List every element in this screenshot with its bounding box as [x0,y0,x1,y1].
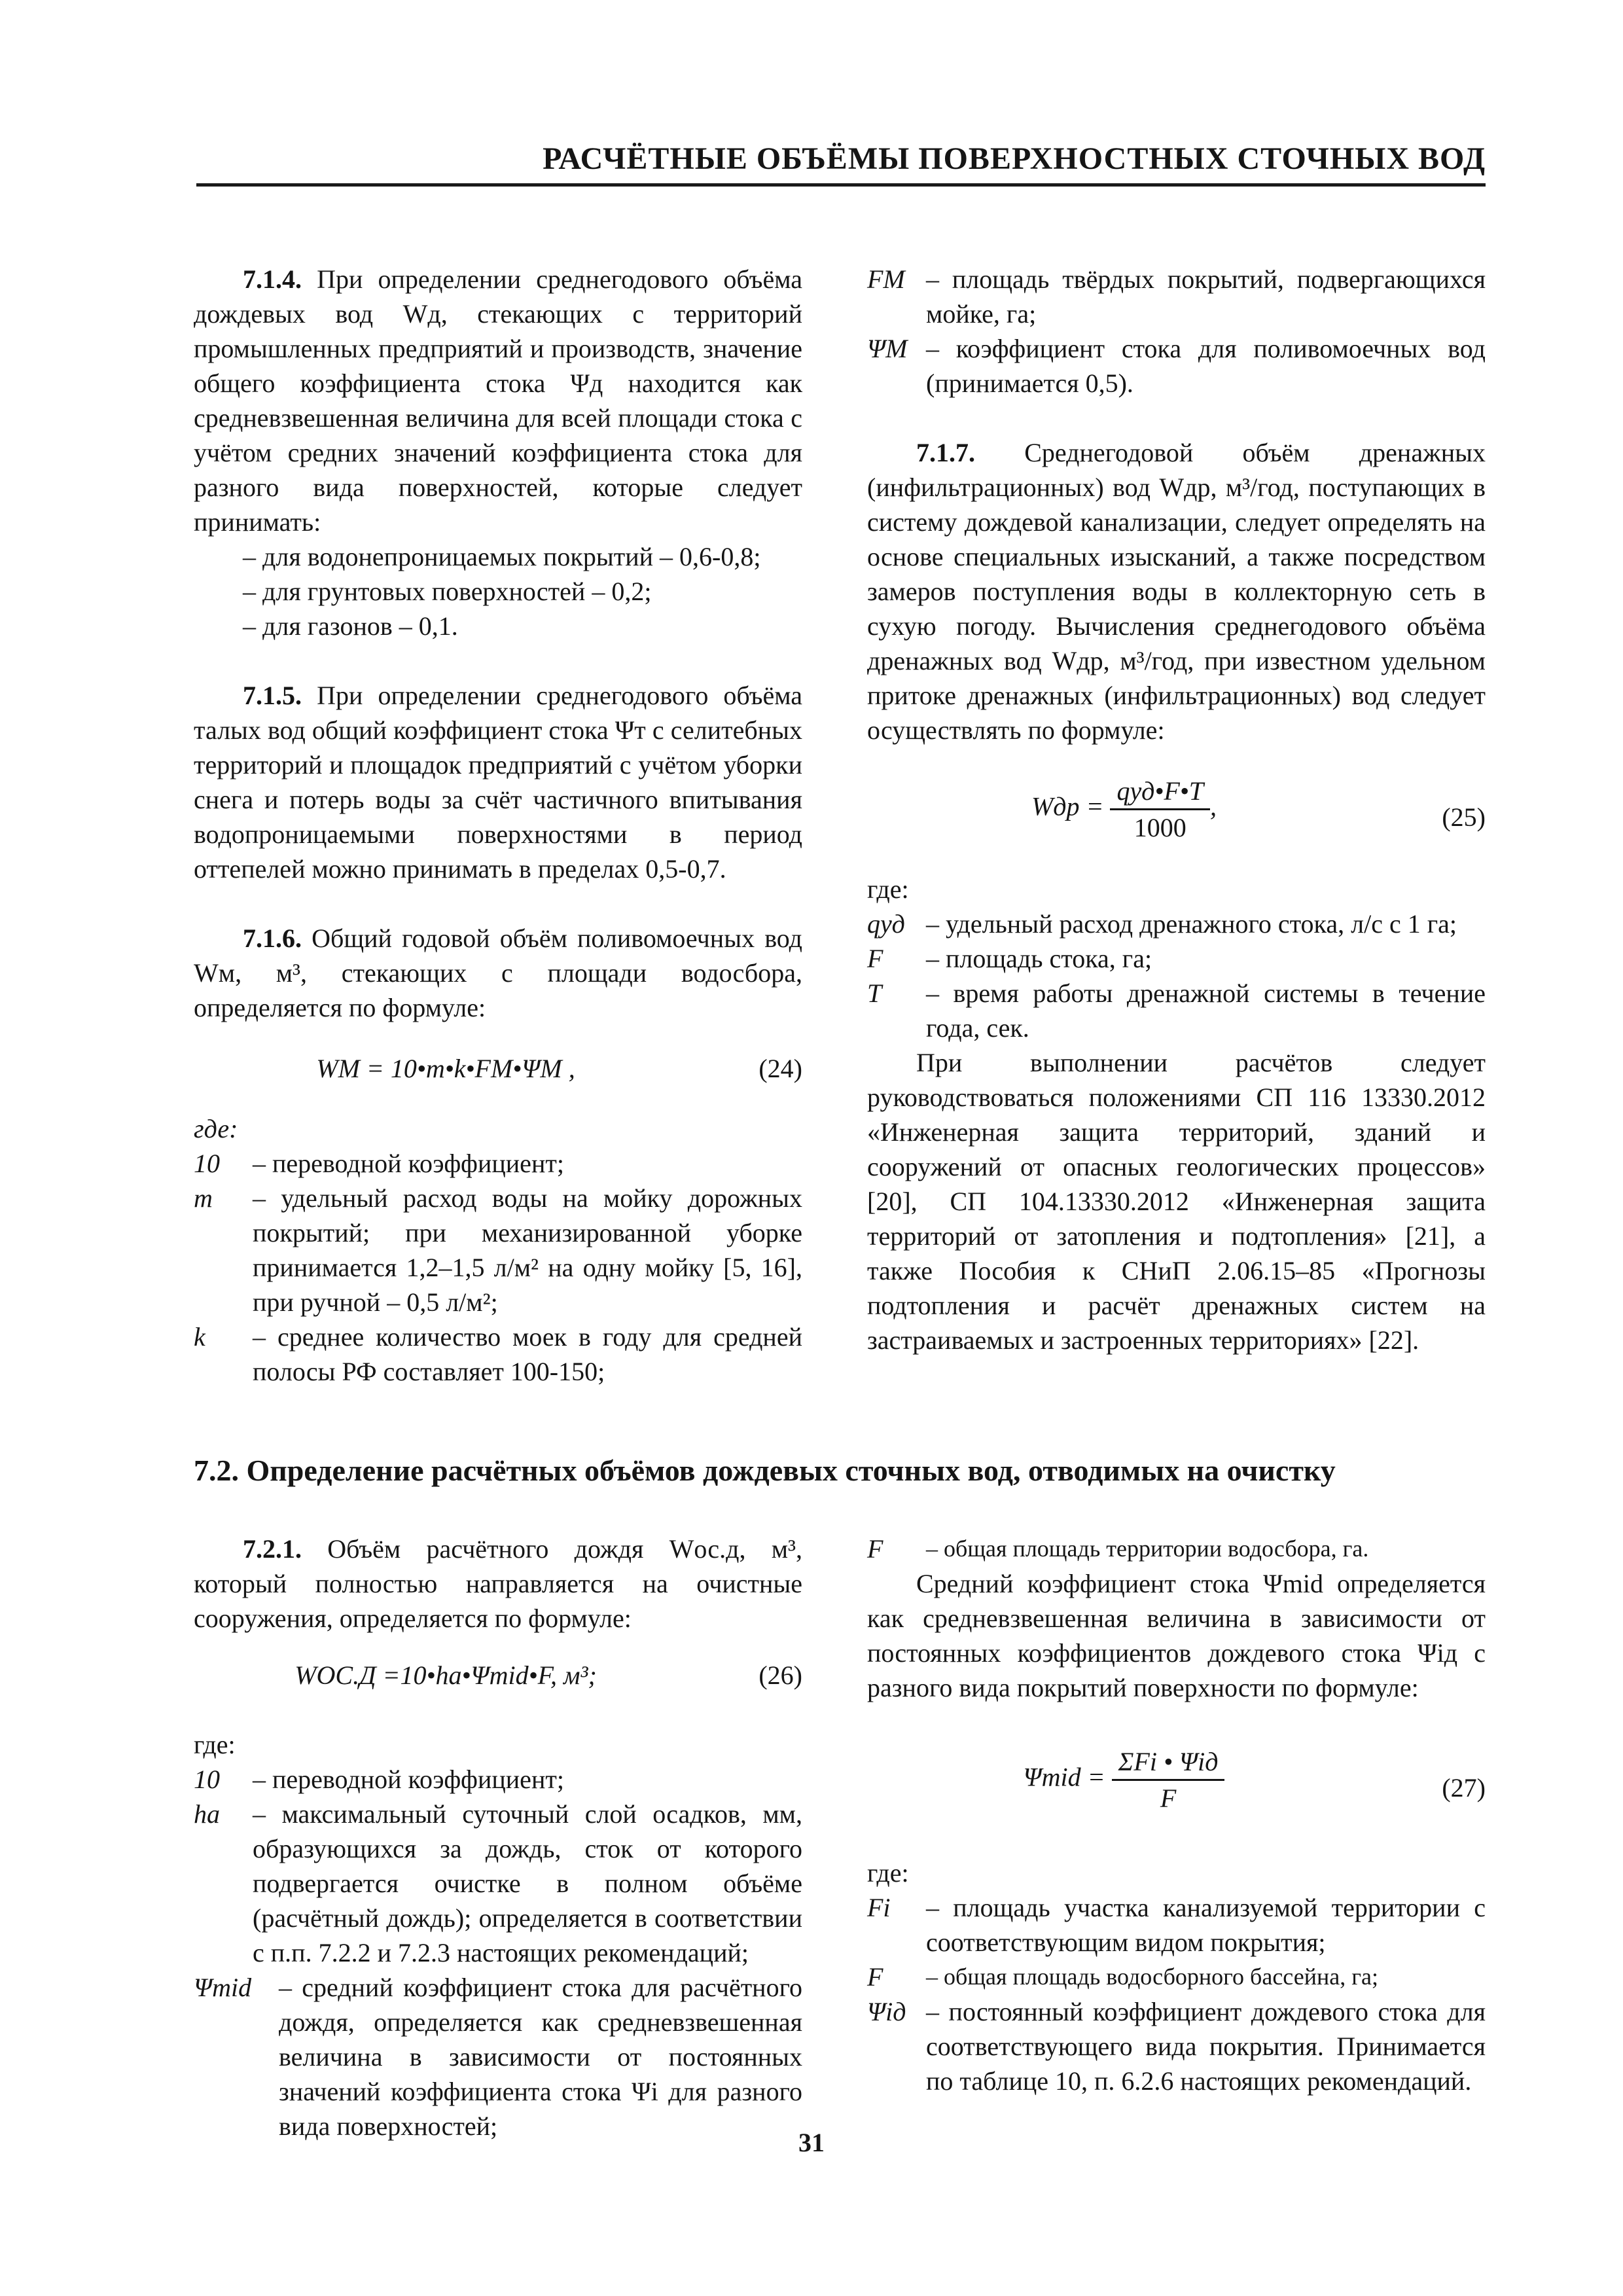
definition-symbol: F [867,1962,883,1992]
definition-text: – время работы дренажной системы в течение года, сек. [926,978,1486,1043]
where-label: где: [194,1114,238,1143]
definition-symbol: FМ [867,264,905,294]
formula-body [867,1744,1381,1816]
definition-item [194,1181,802,1319]
fraction-numerator: ΣFi • Ψiд [1112,1744,1225,1781]
left-column-bottom [194,1532,802,2144]
definition-text: – среднее количество моек в году для средней полосы РФ составляет 100-150; [253,1322,802,1386]
formula-body: WM = 10•m•k•FM•ΨM , [316,1054,575,1083]
formula-body: WОС.Д =10•ha•Ψmid•F, м³; [294,1660,597,1690]
definition-symbol: qуд [867,909,905,939]
definition-text: – переводной коэффициент; [253,1149,564,1178]
list-item: – для грунтовых поверхностей – 0,2; [243,577,652,606]
paragraph-number: 7.1.6. [243,924,302,953]
definition-item [194,1762,802,1797]
formula-27 [867,1744,1486,1829]
definition-item [867,906,1486,941]
definition-symbol: 10 [194,1765,220,1794]
definition-item [867,1960,1486,1994]
paragraph-text: При определении среднегодового объёма талых вод общий коэффициент стока Ψт с селитебных территорий и площадок предприятий с учётом уборки снега и потерь воды за счёт частичного впитывания водопроницаемыми поверхностями в период оттепелей можно принимать в пределах 0,5-0,7. [194,681,802,884]
definition-symbol: Fi [867,1893,891,1922]
paragraph-7-1-7 [867,435,1486,747]
paragraph-mid-coefficient: Средний коэффициент стока Ψmid определяется как средневзвешенная величина в зависимости от постоянных коэффициентов дождевого стока Ψiд с разного вида покрытий поверхности по формуле: [867,1569,1486,1702]
definition-symbol: 10 [194,1149,220,1178]
definition-text: – площадь стока, га; [926,944,1152,973]
right-column-bottom [867,1532,1486,2098]
definition-item [194,1319,802,1389]
where-label: где: [867,874,909,904]
fraction-denominator: 1000 [1133,813,1186,842]
paragraph-text: Общий годовой объём поливомоечных вод Wм, м³, стекающих с площади водосбора, определяется по формуле: [194,924,802,1022]
paragraph-7-2-1 [194,1532,802,1636]
paragraph-number: 7.1.4. [243,264,302,294]
definition-text: – общая площадь водосборного бассейна, га; [926,1964,1378,1990]
definition-text: – постоянный коэффициент дождевого стока для соответствующего вида покрытия. Принимается по таблице 10, п. 6.2.6 настоящих рекомендаций. [926,1997,1486,2096]
definition-text: – площадь твёрдых покрытий, подвергающихся мойке, га; [926,264,1486,329]
definition-item [867,331,1486,401]
formula-26 [194,1649,802,1708]
left-column-top [194,262,802,1389]
paragraph-text: Среднегодовой объём дренажных (инфильтрационных) вод Wдр, м³/год, поступающих в систему дождевой канализации, следует определять на основе специальных изысканий, а также посредством замеров поступления воды в коллекторную сеть в сухую погоду. Вычисления среднегодового объёма дренажных вод Wдр, м³/год, при известном удельном притоке дренажных (инфильтрационных) вод следует осуществлять по формуле: [867,438,1486,745]
formula-lhs: Wдр = [1031,791,1104,821]
paragraph-number: 7.1.7. [916,438,975,467]
definition-item [867,1994,1486,2098]
paragraph-number: 7.2.1. [243,1534,302,1564]
definition-item [867,941,1486,976]
formula-25 [867,774,1486,859]
formula-number: (24) [758,1054,802,1083]
fraction-denominator: F [1160,1784,1177,1813]
definition-symbol: T [867,978,882,1008]
paragraph-7-1-5 [194,678,802,886]
formula-fraction [1112,1744,1225,1816]
section-title: 7.2. Определение расчётных объёмов дождевых сточных вод, отводимых на очистку [194,1454,1336,1487]
paragraph-7-1-6 [194,921,802,1025]
formula-24 [194,1042,802,1094]
page-number: 31 [798,2128,825,2157]
paragraph-text: При определении среднегодового объёма дождевых вод Wд, стекающих с территорий промышленных предприятий и производств, значение общего коэффициента стока Ψд находится как средневзвешенная величина для всей площади стока с учётом средних значений коэффициента стока для разного вида поверхностей, которые следует принимать: [194,264,802,537]
list-item: – для водонепроницаемых покрытий – 0,6-0,8; [243,542,761,571]
closing-paragraph: При выполнении расчётов следует руководствоваться положениями СП 116 13330.2012 «Инженерная защита территорий, зданий и сооружений от опасных геологических процессов» [20], СП 104.13330.2012 «Инженерная защита территорий от затопления и подтопления» [21], а также Пособия к СНиП 2.06.15–85 «Прогнозы подтопления и расчёт дренажных систем на застраиваемых и застроенных территориях» [22]. [867,1048,1486,1355]
definition-symbol: Ψmid [194,1973,252,2002]
list-item: – для газонов – 0,1. [243,611,458,641]
formula-number: (27) [1442,1773,1486,1803]
definition-symbol: Ψiд [867,1997,906,2026]
definition-item [867,976,1486,1045]
definition-text: – средний коэффициент стока для расчётного дождя, определяется как средневзвешенная величина в зависимости от постоянных значений коэффициента стока Ψi для разного вида поверхностей; [279,1973,802,2141]
definition-text: – общая площадь территории водосбора, га. [926,1535,1369,1562]
definition-text: – максимальный суточный слой осадков, мм, образующихся за дождь, сток от которого подвергается очистке в полном объёме (расчётный дождь); определяется в соответствии с п.п. 7.2.2 и 7.2.3 настоящих рекомендаций; [253,1799,802,1967]
definition-item [867,262,1486,331]
where-label: где: [194,1730,236,1759]
header-title: РАСЧЁТНЫЕ ОБЪЁМЫ ПОВЕРХНОСТНЫХ СТОЧНЫХ ВОД [543,141,1486,176]
paragraph-text: Объём расчётного дождя Wос.д, м³, который полностью направляется на очистные сооружения, определяется по формуле: [194,1534,802,1633]
definition-text: – коэффициент стока для поливомоечных вод (принимается 0,5). [926,334,1486,398]
definition-symbol: k [194,1322,205,1352]
right-column-top [867,262,1486,1357]
formula-number: (25) [1442,802,1486,832]
definition-text: – переводной коэффициент; [253,1765,564,1794]
paragraph-7-1-4 [194,262,802,539]
definition-symbol: ΨМ [867,334,908,363]
where-label: где: [867,1858,909,1888]
definition-text: – удельный расход воды на мойку дорожных покрытий; при механизированной уборке принимается 1,2–1,5 л/м² на одну мойку [5, 16], при ручной – 0,5 л/м²; [253,1183,802,1317]
formula-lhs: Ψmid = [1023,1762,1105,1792]
definition-item [867,1532,1486,1566]
formula-number: (26) [758,1660,802,1690]
definition-text: – площадь участка канализуемой территории с соответствующим видом покрытия; [926,1893,1486,1957]
formula-fraction [1110,774,1210,845]
definition-item [194,1797,802,1970]
surface-list [194,539,802,643]
definition-symbol: F [867,1534,883,1564]
definition-symbol: F [867,944,883,973]
definition-text: – удельный расход дренажного стока, л/с с 1 га; [926,909,1457,939]
fraction-numerator: qуд•F•T [1110,774,1210,810]
definition-symbol: ha [194,1799,220,1829]
definition-item [194,1146,802,1181]
definition-item [194,1970,802,2144]
running-header [196,135,1486,187]
paragraph-number: 7.1.5. [243,681,302,710]
formula-body: Wдр = $\frac{\text{qуд•F•T}}{1000}$ , [867,774,1381,845]
definition-symbol: m [194,1183,213,1213]
definition-item [867,1890,1486,1960]
